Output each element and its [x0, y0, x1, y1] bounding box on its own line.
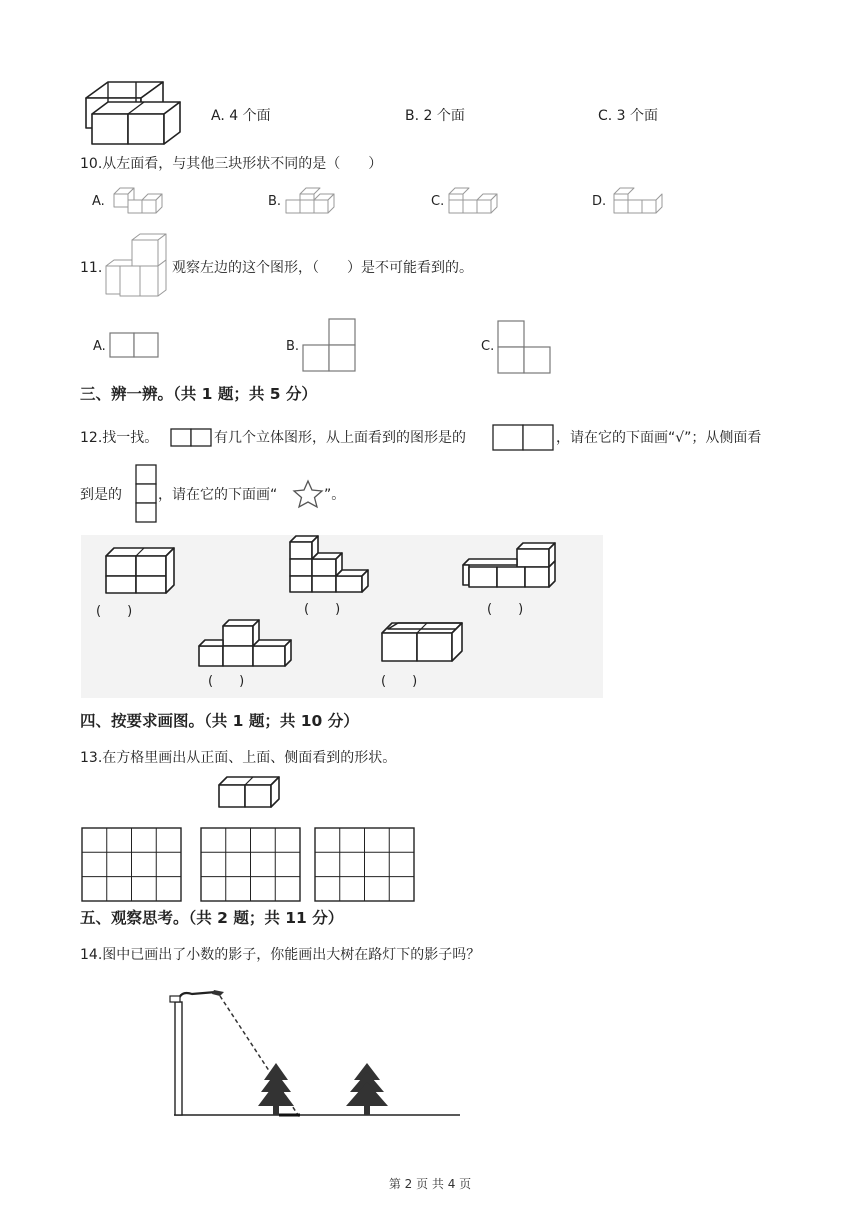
q12-figure-3 [461, 541, 561, 591]
q11-label-a[interactable]: A. [93, 339, 106, 354]
q12-text-3: ，请在它的下面画“√”；从侧面看 [556, 430, 762, 446]
q10-figure-b [284, 186, 344, 216]
q12-top-view-shape [492, 424, 556, 452]
q13-cube-figure [217, 775, 287, 809]
q12-figure-1 [104, 546, 184, 602]
q11-figure-b [302, 318, 358, 374]
q11-cube-figure [102, 232, 172, 302]
q14-question-text: 14.图中已画出了小数的影子，你能画出大树在路灯下的影子吗？ [80, 947, 481, 963]
q12-top-view-small [170, 428, 214, 448]
q9-option-a[interactable]: A. 4 个面 [211, 108, 271, 124]
section-5-heading: 五、观察思考。（共 2 题；共 11 分） [80, 909, 344, 927]
q13-grid-top[interactable] [200, 827, 302, 903]
q10-figure-a [112, 186, 172, 216]
q11-label-c[interactable]: C. [481, 339, 495, 354]
q9-option-b[interactable]: B. 2 个面 [405, 108, 465, 124]
q11-label-b[interactable]: B. [286, 339, 300, 354]
big-tree-icon [346, 1063, 388, 1115]
page-footer: 第 2 页 共 4 页 [388, 1177, 472, 1191]
q12-text-1: 12.找一找。 [80, 430, 159, 446]
q12-text-2: 有几个立体图形，从上面看到的图形是的 [214, 430, 466, 446]
q10-label-c[interactable]: C. [431, 194, 445, 209]
q12-figure-5 [380, 621, 470, 665]
q11-question-text: 观察左边的这个图形，（ ）是不可能看到的。 [172, 260, 473, 276]
section-3-heading: 三、辨一辨。（共 1 题；共 5 分） [80, 385, 317, 403]
q11-number: 11. [80, 260, 103, 276]
q13-question-text: 13.在方格里画出从正面、上面、侧面看到的形状。 [80, 750, 397, 766]
q12-text-5: ，请在它的下面画“ [158, 487, 278, 503]
q10-label-d[interactable]: D. [592, 194, 607, 209]
q13-grid-front[interactable] [81, 827, 183, 903]
q11-figure-a [109, 332, 161, 360]
q11-figure-c [497, 320, 553, 376]
section-4-heading: 四、按要求画图。（共 1 题；共 10 分） [80, 712, 359, 730]
q12-answer-4[interactable]: ( ) [208, 674, 245, 689]
q12-side-view-shape [135, 464, 159, 526]
star-icon [293, 480, 323, 508]
q10-question-text: 10.从左面看，与其他三块形状不同的是（ ） [80, 156, 383, 172]
q12-answer-1[interactable]: ( ) [96, 604, 133, 619]
q12-answer-5[interactable]: ( ) [381, 674, 418, 689]
q12-answer-2[interactable]: ( ) [304, 602, 341, 617]
q10-figure-c [447, 186, 507, 216]
q9-option-c[interactable]: C. 3 个面 [598, 108, 659, 124]
q12-text-4: 到是的 [80, 487, 122, 503]
q12-figure-2 [288, 534, 378, 596]
q10-label-a[interactable]: A. [92, 194, 105, 209]
q9-cube-figure [78, 76, 188, 136]
q12-text-6: ”。 [324, 487, 346, 503]
q13-grid-side[interactable] [314, 827, 416, 903]
q12-answer-3[interactable]: ( ) [487, 602, 524, 617]
q12-figure-4 [197, 618, 297, 668]
q10-label-b[interactable]: B. [268, 194, 282, 209]
q14-streetlight-figure [168, 988, 468, 1118]
q10-figure-d [612, 186, 672, 216]
